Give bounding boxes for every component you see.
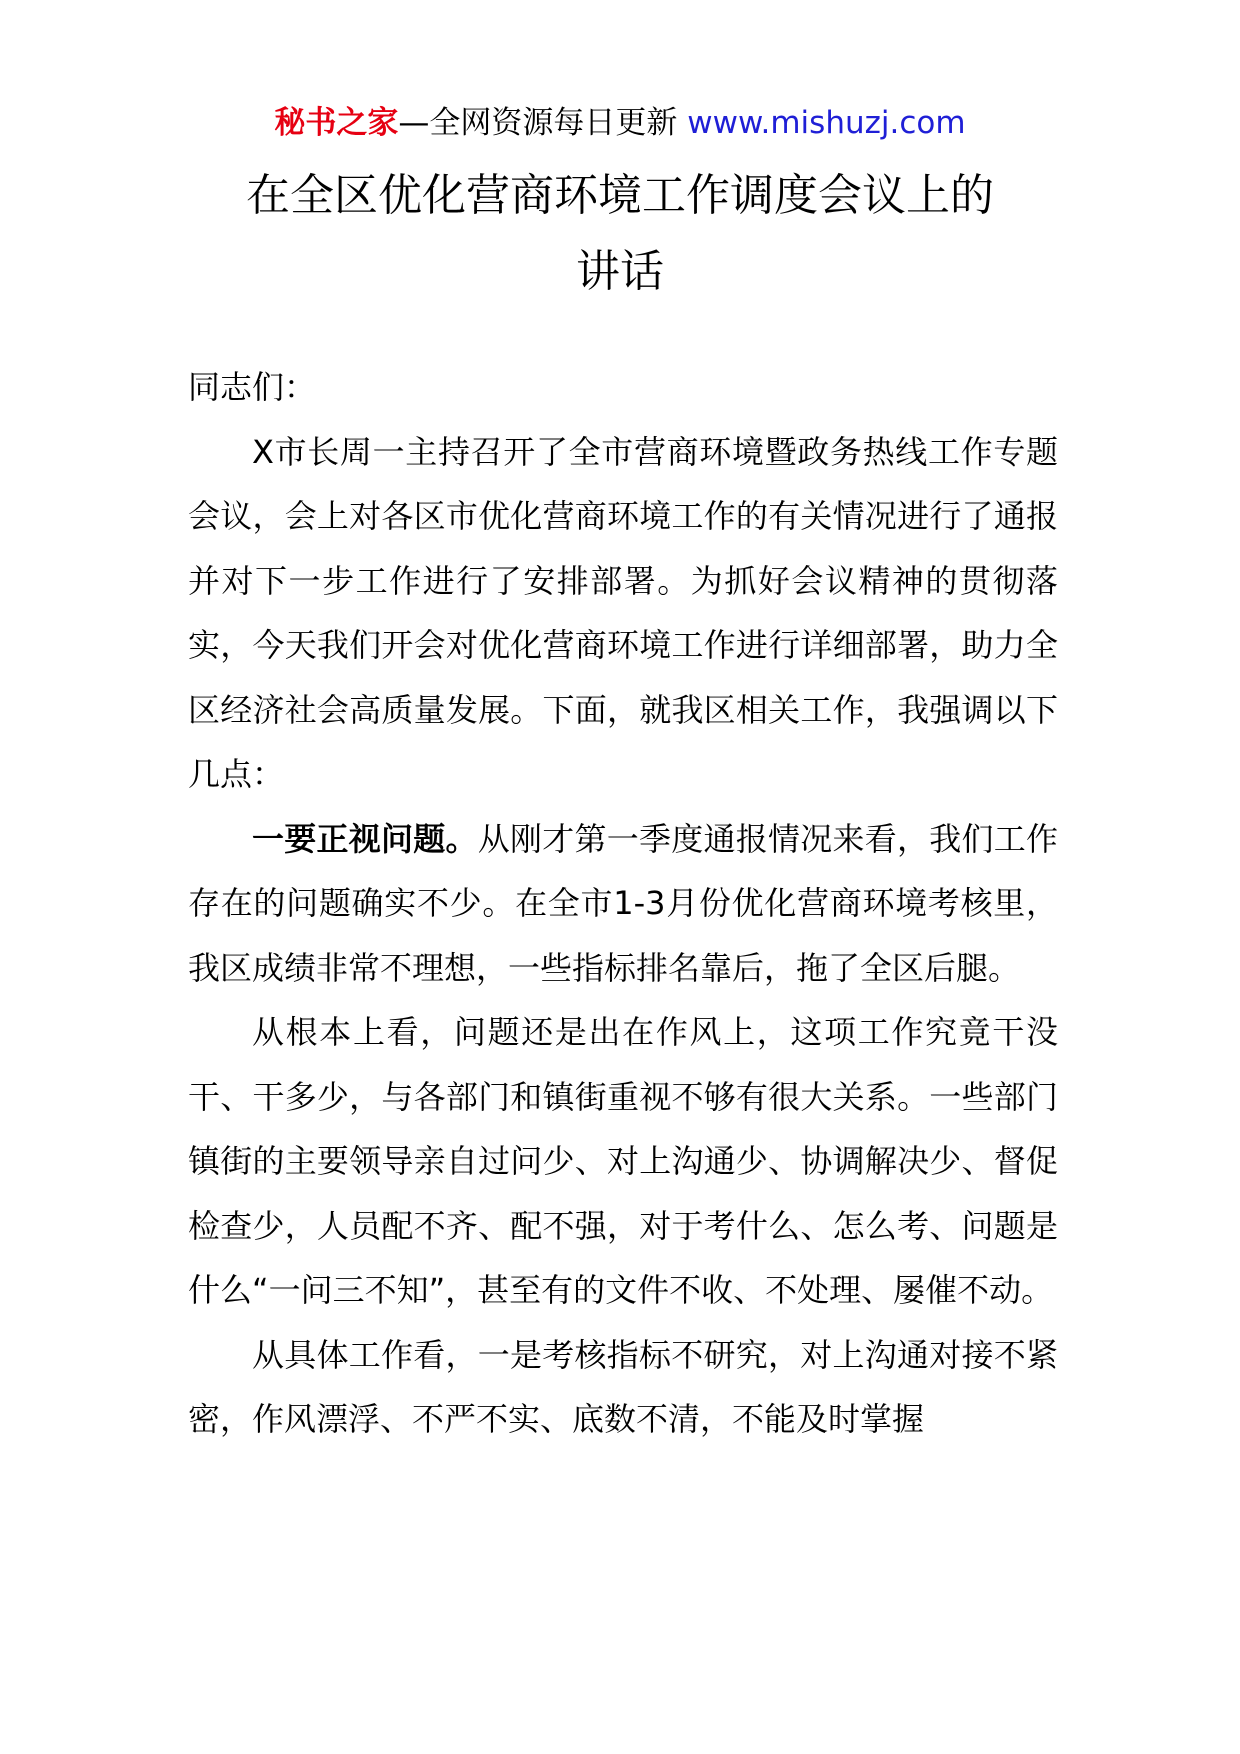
paragraph-3 [188,1000,1058,1323]
paragraph-2 [188,807,1058,1001]
title-line-1: 在全区优化营商环境工作调度会议上的 [246,170,994,221]
paragraph-4-text: 从具体工作看，一是考核指标不研究，对上沟通对接不紧密，作风漂浮、不严不实、底数不清，不能及时掌握 [188,1335,1058,1438]
paragraph-4 [188,1323,1058,1452]
paragraph-1 [188,420,1058,807]
site-header [0,100,1240,146]
site-url-link[interactable]: www.mishuzj.com [687,105,966,141]
title-line-2: 讲话 [576,246,664,297]
document-title [160,158,1080,310]
brand-name: 秘书之家 [274,105,399,141]
salutation: 同志们： [188,368,317,406]
paragraph-1-text: X市长周一主持召开了全市营商环境暨政务热线工作专题会议，会上对各区市优化营商环境工作的有关情况进行了通报并对下一步工作进行了安排部署。为抓好会议精神的贯彻落实，今天我们开会对优化营商环境工作进行详细部署，助力全区经济社会高质量发展。下面，就我区相关工作，我强调以下几点： [188,432,1058,793]
document-body [188,355,1058,1452]
paragraph-2-lead: 一要正视问题。 [252,819,478,858]
header-slogan: —全网资源每日更新 [398,105,688,141]
paragraph-2-text: 从刚才第一季度通报情况来看，我们工作存在的问题确实不少。在全市1-3月份优化营商环境考核里，我区成绩非常不理想，一些指标排名靠后，拖了全区后腿。 [188,819,1058,987]
paragraph-3-text: 从根本上看，问题还是出在作风上，这项工作究竟干没干、干多少，与各部门和镇街重视不够有很大关系。一些部门镇街的主要领导亲自过问少、对上沟通少、协调解决少、督促检查少，人员配不齐、配不强，对于考什么、怎么考、问题是什么“一问三不知”，甚至有的文件不收、不处理、屡催不动。 [188,1013,1058,1309]
